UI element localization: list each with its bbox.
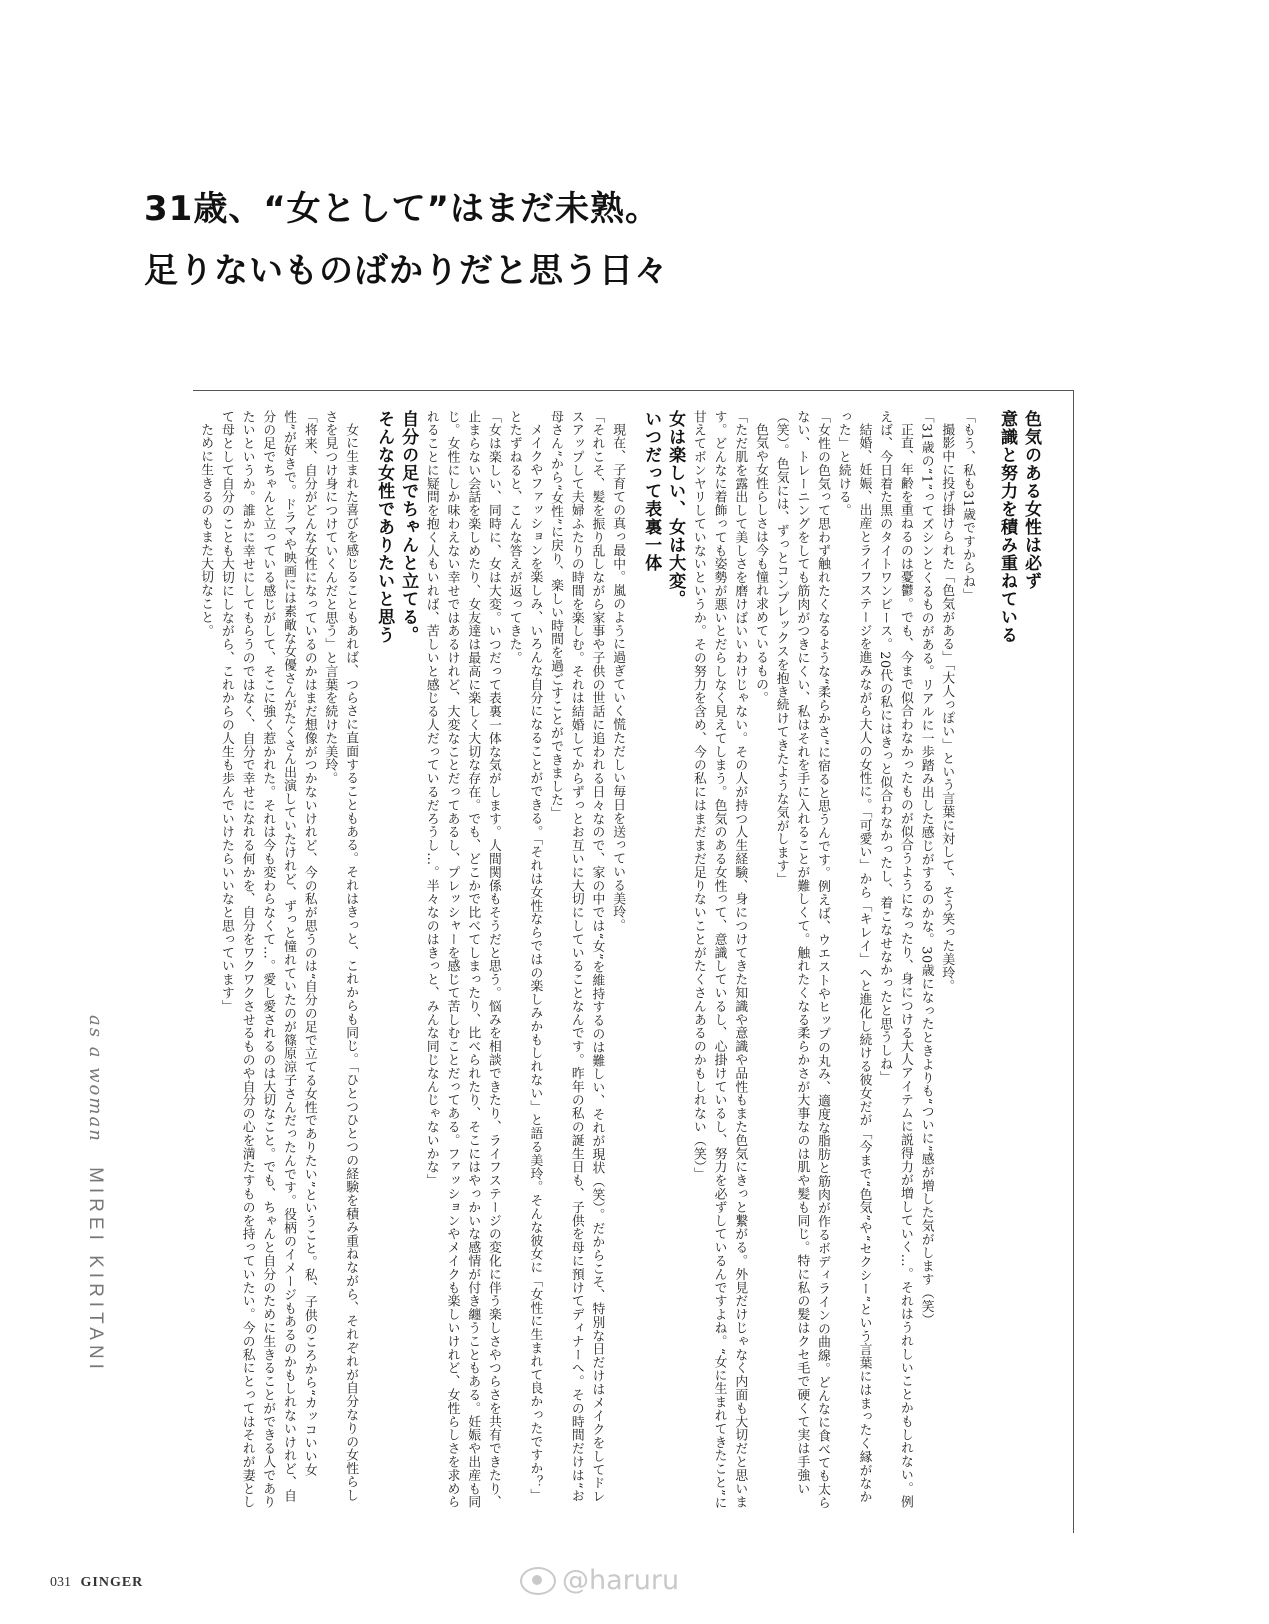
s3-p3: ために生きるのもまた大切なこと。	[198, 422, 214, 638]
s1-p4: 正直、年齢を重ねるのは憂鬱。でも、今まで似合わなかったものが似合うようになったり、身につける大人アイテムに説得力が増していく…。それはうれしいことかもしれない。例えば、今日着た黒のタイトワンピース。20代の私にはきっと似合わなかったし、着こなせなかったと思うしね」	[877, 410, 913, 1509]
section-2-heading-line-2: いつだって表裏一体	[641, 410, 662, 572]
s2-p3: メイクやファッションを楽しみ、いろんな自分になることができる。「それは女性ならではの楽しみかもしれない」と語る美玲。そんな彼女に「女性に生まれて良かったですか？」とたずねると、こんな答えが返ってきた。	[506, 410, 543, 1502]
s2-p1: 現在、子育ての真っ最中。嵐のように過ぎていく慌ただしい毎日を送っている美玲。	[610, 422, 626, 932]
s2-p4: 「女は楽しい、同時に、女は大変。いつだって表裏一体な気がします。人間関係もそうだと思う。悩みを相談できたり、ライフステージの変化に伴う楽しさやつらさを共有できたり、止まらない会話を楽しめたり、女友達は最高に楽しく大切な存在。でも、どこかで比べてしまったり、比べられたり、そこにはやっかいな感情が付き纏うこともある。妊娠や出産も同じ。女性にしか味わえない幸せではあるけれど、大変なことだってあるし、プレッシャーを感じて苦しむことだってある。ファッションやメイクも楽しいけれど、女性らしさを求められることに疑問を抱く人もいれば、苦しいと感じる人だっているだろうし…。半々なのはきっと、みんな同じなんじゃないかな」	[423, 410, 501, 1509]
model-credit	[84, 1015, 106, 1374]
section-3-heading	[372, 410, 420, 1510]
section-3-heading-line-2: そんな女性でありたいと思う	[374, 410, 395, 644]
credit-script: as a woman	[85, 1015, 106, 1143]
weibo-eye-icon	[520, 1567, 556, 1595]
s1-p3: 「31歳の“1”ってズシンとくるものがある。リアルに一歩踏み出した感じがするのかな。30歳になったときよりも“ついに”感が増した気がします（笑）	[918, 410, 934, 1327]
s1-p1: 「もう、私も31歳ですからね」	[960, 410, 975, 602]
credit-name: MIREI KIRITANI	[85, 1167, 106, 1374]
s3-p2: 「将来、自分がどんな女性になっているのかはまだ想像がつかないけれど、今の私が思うのは“自分の足で立てる女性でありたい”ということ。私、子供のころから“カッコいい女性”が好きで。ドラマや映画には素敵な女優さんがたくさん出演していたけれど、ずっと憧れていたのが篠原涼子さんだったんです。役柄のイメージもあるのかもしれないけれど、自分の足でちゃんと立っている感じがして、そこに強く惹かれた。それは今も変わらなくて…。愛し愛されるのは大切なこと。でも、ちゃんと自分のために生きることができる人でありたいというか。誰かに幸せにしてもらうのではなく、自分で幸せになれる何かを、自分をワクワクさせるものや自分の心を満たすものを持っていたい。今の私にとってはそれが妻として母として自分のことも大切にしながら、これからの人生も歩んでいけたらいいなと思っています」	[218, 410, 317, 1509]
s1-p5: 結婚、妊娠、出産とライフステージを進みながら大人の女性に。「可愛い」から「キレイ」へと進化し続ける彼女だが「今まで“色気”や“セクシー”という言葉にはまったく縁がなかった」と続ける。	[835, 410, 872, 1504]
s1-p8: 「ただ肌を露出して美しさを磨けばいいわけじゃない。その人が持つ人生経験、身につけてきた知識や意識や品性もまた色気にきっと繋がる。外見だけじゃなく内面も大切だと思います。どんなに着飾っても姿勢が悪いとだらしなく見えてしまう。色気のある女性って、意識しているし、心掛けているし、努力を必ずしているんですよね。“女に生まれてきたこと”に甘えてボンヤリしていないというか。その努力を含め、今の私にはまだまだ足りないことがたくさんあるのかもしれない（笑）」	[690, 410, 748, 1510]
page-number: 031	[50, 1575, 71, 1590]
s2-p2: 「それこそ、髪を振り乱しながら家事や子供の世話に追われる日々なので、家の中では“女”を維持するのは難しい、それが現状（笑）。だからこそ、特別な日だけはメイクをしてドレスアップして夫婦ふたりの時間を楽しむ。それは結婚してからずっとお互いに大切にしていることなんです。昨年の私の誕生日も、子供を母に預けてディナーへ。その時間だけは“お母さん”から“女性”に戻り、楽しい時間を過ごすことができました」	[548, 410, 605, 1504]
section-1-heading-line-2: 意識と努力を積み重ねている	[997, 410, 1017, 644]
section-2-heading	[639, 410, 687, 1510]
s3-p1: 女に生まれた喜びを感じることもあれば、つらさに直面することもある。それはきっと、これからも同じ。「ひとつひとつの経験を積み重ねながら、それぞれが自分なりの女性らしさを見つけ身につけていくんだと思う」と言葉を続けた美玲。	[322, 410, 359, 1502]
watermark	[520, 1565, 679, 1596]
section-2-heading-line-1: 女は楽しい、女は大変。	[665, 410, 686, 608]
headline	[144, 178, 669, 302]
top-rule	[193, 390, 1073, 391]
s1-p7: 色気や女性らしさは今も憧れ求めているもの。	[752, 422, 768, 705]
article-body	[193, 410, 1043, 1510]
section-1-heading	[995, 410, 1043, 1510]
watermark-handle: @haruru	[562, 1565, 680, 1596]
page-footer	[50, 1575, 143, 1591]
s1-p2: 撮影中に投げ掛けられた「色気がある」「大人っぽい」という言葉に対して、そう笑った美玲。	[939, 422, 955, 993]
headline-line-2: 足りないものばかりだと思う日々	[144, 251, 669, 291]
headline-line-1: 31歳、“女として”はまだ未熟。	[144, 189, 661, 229]
s1-p6: 「女性の色気って思わず触れたくなるような“柔らかさ”に宿ると思うんです。例えば、ウエストやヒップの丸み、適度な脂肪と筋肉が作るボディラインの曲線。どんなに食べても太らない、トレーニングをしても筋肉がつきにくい、私はそれを手に入れることが難しくて。触れたくなる柔らかさが大事なのは肌や髪も同じ。特に私の髪はクセ毛で硬くて実は手強い（笑）。色気には、ずっとコンプレックスを抱き続けてきたような気がします」	[773, 410, 831, 1510]
right-rule	[1073, 390, 1074, 1533]
magazine-brand: GINGER	[80, 1575, 144, 1590]
section-3-heading-line-1: 自分の足でちゃんと立てる。	[398, 410, 419, 644]
section-1-heading-line-1: 色気のある女性は必ず	[1021, 410, 1041, 590]
